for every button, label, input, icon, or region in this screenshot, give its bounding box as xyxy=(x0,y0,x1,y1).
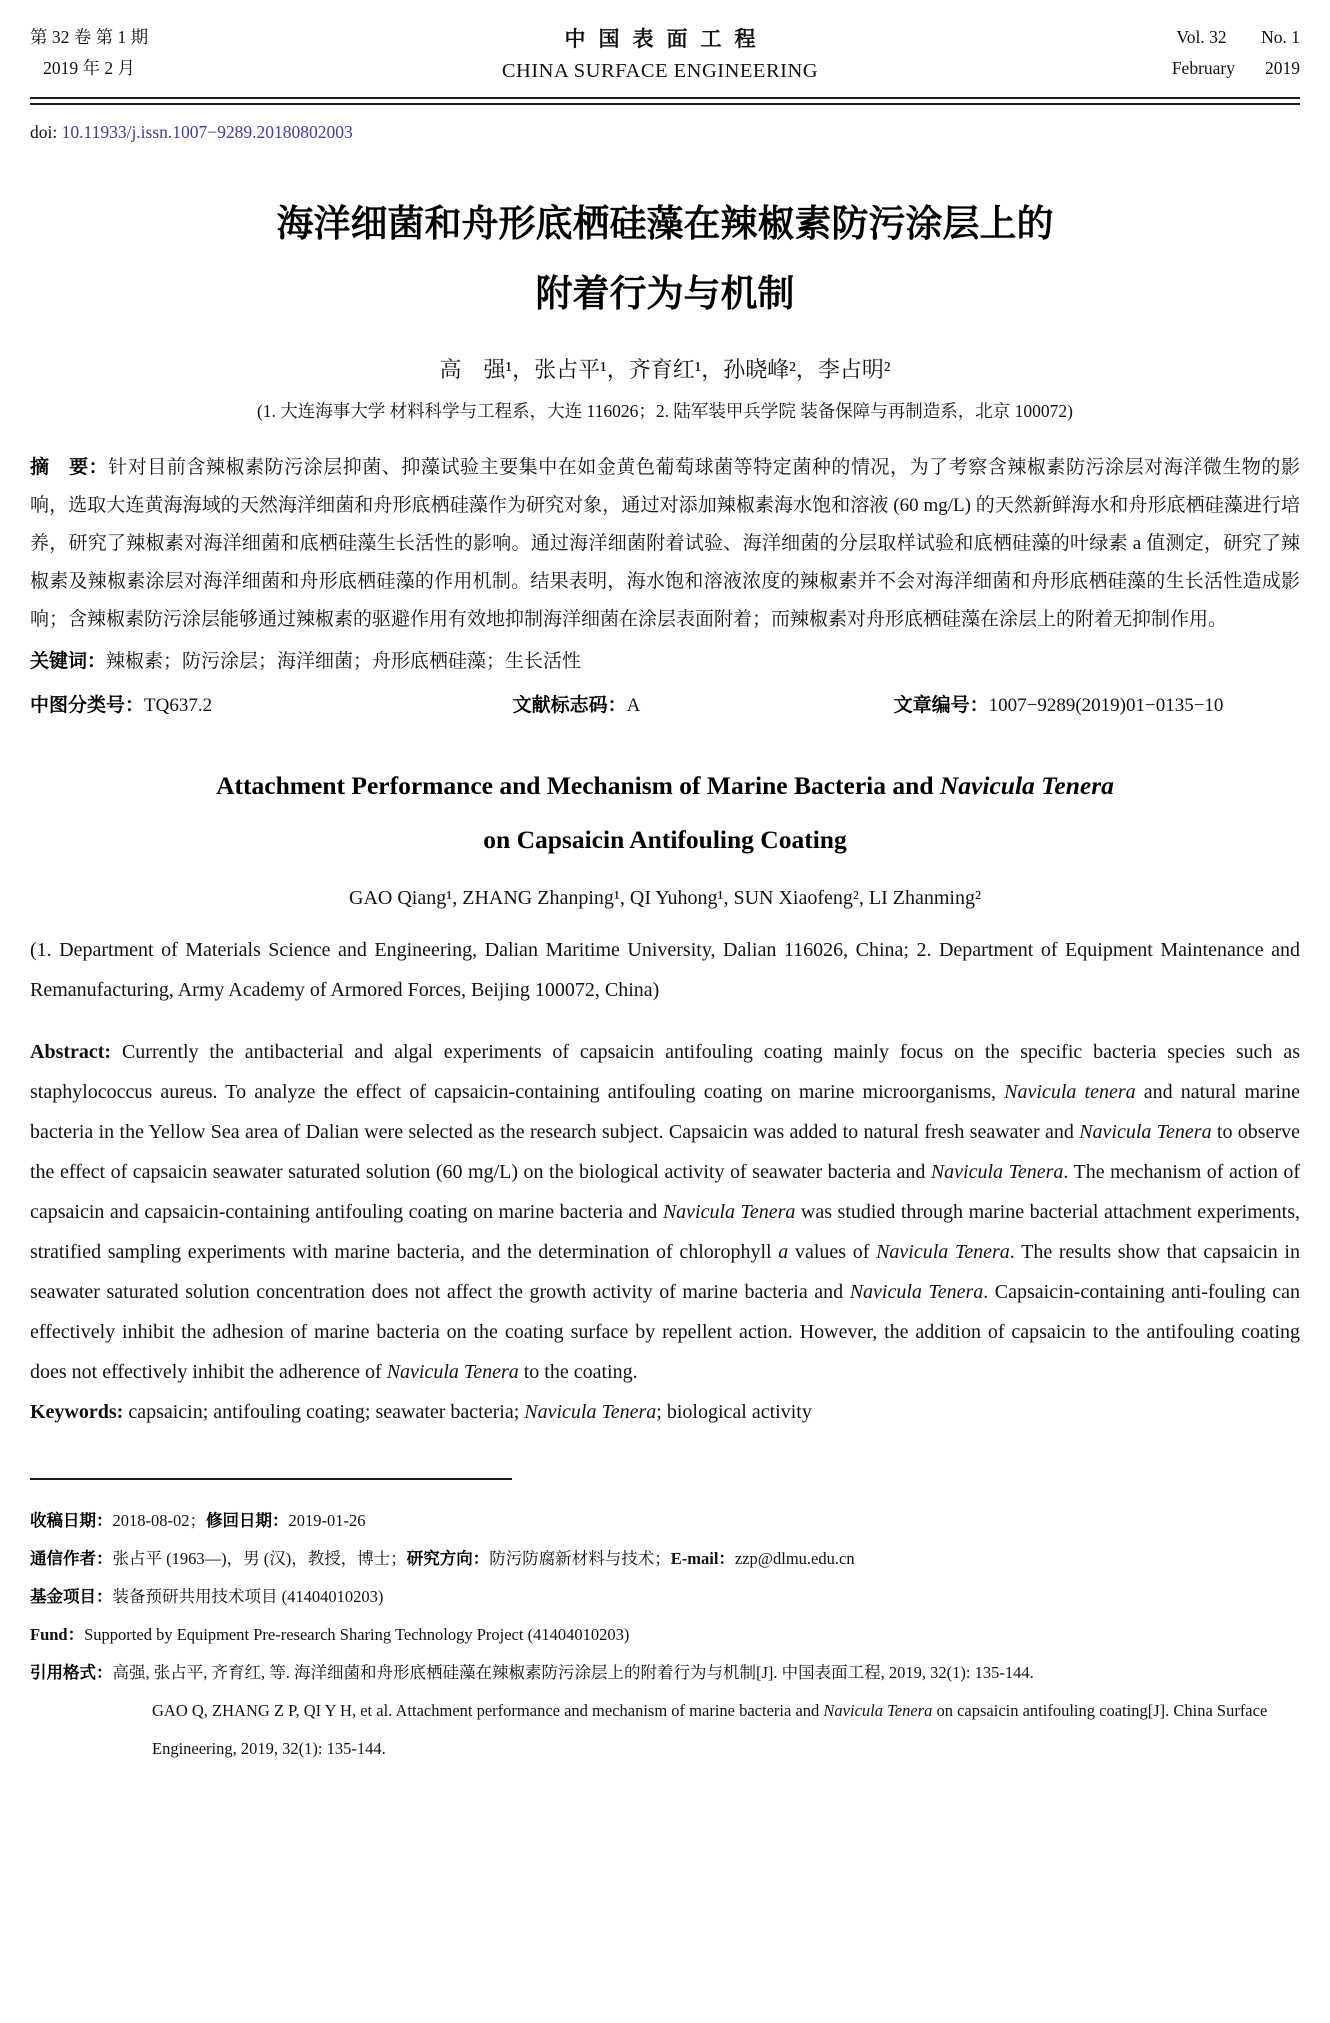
header-divider xyxy=(30,97,1300,105)
abstract-cn xyxy=(30,449,1300,639)
citation-block xyxy=(30,1654,1300,1768)
abstract-label-cn: 摘 要： xyxy=(30,457,109,478)
doi-label: doi: xyxy=(30,122,62,142)
journal-name-en: CHINA SURFACE ENGINEERING xyxy=(501,60,819,82)
abstract-en: Abstract: Currently the antibacterial and algal experiments of capsaicin antifouling coating mainly focus on the specific bacteria species such as staphylococcus aureus. To analyze the effect of capsaicin-containing antifouling coating on marine microorganisms, Navicula tenera and natural marine bacteria in the Yellow Sea area of Dalian were selected as the research subject. Capsaicin was added to natural fresh seawater and Navicula Tenera to observe the effect of capsaicin seawater saturated solution (60 mg/L) on the biological activity of seawater bacteria and Navicula Tenera. The mechanism of action of capsaicin and capsaicin-containing antifouling coating on marine bacteria and Navicula Tenera was studied through marine bacterial attachment experiments, stratified sampling experiments with marine bacteria, and the determination of chlorophyll a values of Navicula Tenera. The results show that capsaicin in seawater saturated solution concentration does not affect the growth activity of marine bacteria and Navicula Tenera. Capsaicin-containing anti-fouling can effectively inhibit the adhesion of marine bacteria on the coating surface by repellent action. However, the addition of capsaicin to the antifouling coating does not effectively inhibit the adherence of Navicula Tenera to the coating. xyxy=(30,1041,1301,1383)
abstract-text-cn: 针对目前含辣椒素防污涂层抑菌、抑藻试验主要集中在如金黄色葡萄球菌等特定菌种的情况，为了考察含辣椒素防污涂层对海洋微生物的影响，选取大连黄海海域的天然海洋细菌和舟形底栖硅藻作为研究对象，通过对添加辣椒素海水饱和溶液 (60 mg/L) 的天然新鲜海水和舟形底栖硅藻进行培养，研究了辣椒素对海洋细菌和底栖硅藻生长活性的影响。通过海洋细菌附着试验、海洋细菌的分层取样试验和底栖硅藻的叶绿素 a 值测定，研究了辣椒素及辣椒素涂层对海洋细菌和舟形底栖硅藻的作用机制。结果表明，海水饱和溶液浓度的辣椒素并不会对海洋细菌和舟形底栖硅藻的生长活性造成影响；含辣椒素防污涂层能够通过辣椒素的驱避作用有效地抑制海洋细菌在涂层表面附着；而辣椒素对舟形底栖硅藻在涂层上的附着无抑制作用。 xyxy=(30,457,1300,630)
corresponding-author-line: 通信作者：张占平 (1963—)，男 (汉)，教授，博士；研究方向：防污防腐新材料与技术；E-mail：zzp@dlmu.edu.cn xyxy=(30,1549,855,1568)
journal-header xyxy=(30,22,1300,84)
citation-cn-line xyxy=(30,1654,1300,1692)
title-cn-line1: 海洋细菌和舟形底栖硅藻在辣椒素防污涂层上的 xyxy=(276,203,1054,244)
fund-cn-line: 基金项目：装备预研共用技术项目 (41404010203) xyxy=(30,1587,384,1606)
volume-issue-cn xyxy=(30,22,148,84)
keywords-label-cn: 关键词： xyxy=(30,651,107,672)
no-en: No. 1 xyxy=(1261,27,1300,47)
date-line-cn: 2019 年 2 月 xyxy=(43,58,135,78)
fund-en-line: Fund：Supported by Equipment Pre-research Sharing Technology Project (41404010203) xyxy=(30,1625,630,1644)
clc-value: TQ637.2 xyxy=(144,695,213,716)
article-id-value: 1007−9289(2019)01−0135−10 xyxy=(988,695,1224,716)
journal-name-cn: 中国表面工程 xyxy=(564,28,769,51)
keywords-en: Keywords: capsaicin; antifouling coating; seawater bacteria; Navicula Tenera; biological activity xyxy=(30,1401,812,1423)
article-id-label: 文章编号： xyxy=(893,695,989,716)
citation-label: 引用格式： xyxy=(30,1664,113,1682)
affiliation-cn: (1. 大连海事大学 材料科学与工程系，大连 116026；2. 陆军装甲兵学院 装备保障与再制造系，北京 100072) xyxy=(256,401,1073,421)
doc-code-value: A xyxy=(626,695,641,716)
paper-title-cn xyxy=(30,189,1300,329)
footnote-divider xyxy=(30,1478,512,1480)
received-dates-line: 收稿日期：2018-08-02；修回日期：2019-01-26 xyxy=(30,1511,366,1530)
citation-en-line: GAO Q, ZHANG Z P, QI Y H, et al. Attachment performance and mechanism of marine bacteria and Navicula Tenera on capsaicin antifouling coating[J]. China Surface Engineering, 2019, 32(1): 135-144. xyxy=(152,1701,1268,1758)
authors-en: GAO Qiang¹, ZHANG Zhanping¹, QI Yuhong¹, SUN Xiaofeng², LI Zhanming² xyxy=(349,887,981,909)
citation-cn-text: 高强, 张占平, 齐育红, 等. 海洋细菌和舟形底栖硅藻在辣椒素防污涂层上的附着行为与机制[J]. 中国表面工程, 2019, 32(1): 135-144. xyxy=(112,1663,1034,1682)
doi-link[interactable]: 10.11933/j.issn.1007−9289.20180802003 xyxy=(61,122,353,142)
title-en-line1: Attachment Performance and Mechanism of Marine Bacteria and Navicula Tenera xyxy=(216,771,1114,800)
classification-line xyxy=(30,687,1300,725)
doc-code-label: 文献标志码： xyxy=(512,695,627,716)
footnotes xyxy=(30,1502,1300,1768)
year-en: 2019 xyxy=(1265,58,1300,78)
volume-line-cn: 第 32 卷 第 1 期 xyxy=(30,27,149,47)
title-en-line2: on Capsaicin Antifouling Coating xyxy=(483,825,847,854)
title-cn-line2: 附着行为与机制 xyxy=(535,273,795,314)
journal-name-block xyxy=(502,23,818,83)
clc-label: 中图分类号： xyxy=(30,695,145,716)
doc-code-item xyxy=(513,687,894,725)
month-en: February xyxy=(1171,58,1235,78)
clc-item xyxy=(30,687,513,725)
keywords-cn xyxy=(30,643,1300,681)
authors-cn: 高 强¹，张占平¹，齐育红¹，孙晓峰²，李占明² xyxy=(439,357,891,382)
volume-issue-en xyxy=(1172,22,1300,84)
paper-title-en xyxy=(30,759,1300,867)
vol-en: Vol. 32 xyxy=(1176,27,1227,47)
affiliation-en: (1. Department of Materials Science and Engineering, Dalian Maritime University, Dalian 116026, China; 2. Department of Equipment Maintenance and Remanufacturing, Army Academy of Armored Forces, Beijing 100072, China) xyxy=(30,939,1300,1001)
doi-line xyxy=(30,122,1300,143)
article-id-item xyxy=(894,687,1300,725)
keywords-text-cn: 辣椒素；防污涂层；海洋细菌；舟形底栖硅藻；生长活性 xyxy=(106,651,582,672)
